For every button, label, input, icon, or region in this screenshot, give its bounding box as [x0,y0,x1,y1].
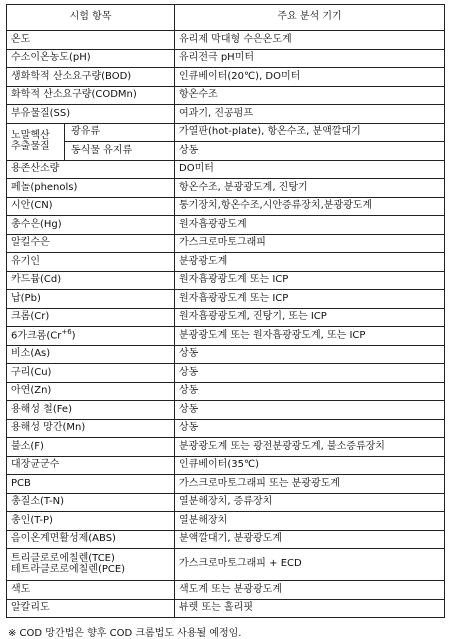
equipment-cell: 항온수조 [175,86,445,105]
equipment-cell: 원자흡광광도계 또는 ICP [175,290,445,309]
table-row [7,290,445,309]
test-item-cell: 총인(T-P) [7,512,175,531]
equipment-cell: 유리전극 pH미터 [175,49,445,68]
item-text: ) [71,330,76,342]
table-body [7,31,445,618]
test-item-cell: 불소(F) [7,438,175,457]
equipment-cell: 분액깔대기, 분광광도계 [175,530,445,549]
equipment-cell: 가스크로마토그래피 또는 분광광도계 [175,475,445,494]
test-item-cell: 용해성 철(Fe) [7,401,175,420]
test-item-cell: 대장균군수 [7,456,175,475]
equipment-cell: 뷰렛 또는 홀리핏 [175,599,445,618]
test-item-cell: 유기인 [7,253,175,272]
equipment-cell: 상동 [175,419,445,438]
test-item-cell: 생화학적 산소요구량(BOD) [7,68,175,87]
table-row [7,456,445,475]
table-row [7,197,445,216]
test-item-cell: 용해성 망간(Mn) [7,419,175,438]
header-test-item: 시험 항목 [7,5,175,31]
table-header-row [7,5,445,31]
equipment-cell: DO미터 [175,160,445,179]
table-row [7,549,445,581]
equipment-cell: 분광광도계 또는 원자흡광광도계, 또는 ICP [175,327,445,346]
equipment-cell: 상동 [175,382,445,401]
equipment-cell: 항온수조, 분광광도계, 진탕기 [175,179,445,198]
table-row [7,216,445,235]
table-row [7,179,445,198]
test-item-cell: 총수은(Hg) [7,216,175,235]
equipment-cell: 상동 [175,345,445,364]
table-row [7,419,445,438]
table-row [7,493,445,512]
equipment-cell: 가스크로마토그래피 [175,234,445,253]
table-row [7,345,445,364]
equipment-cell: 열분해장치, 증류장치 [175,493,445,512]
test-item-cell: 카드뮴(Cd) [7,271,175,290]
test-item-cell: 음이온계면활성제(ABS) [7,530,175,549]
equipment-cell: 인큐베이터(35℃) [175,456,445,475]
test-item-cell: 페놀(phenols) [7,179,175,198]
test-item-cell: 납(Pb) [7,290,175,309]
sub-item-cell: 광유류 [65,123,175,142]
test-item-cell: 크롬(Cr) [7,308,175,327]
table-row [7,253,445,272]
table-row [7,475,445,494]
item-text: 6가크롬(Cr [11,330,62,342]
group-label-cell: 노말헥산 추출물질 [7,123,65,160]
table-row [7,530,445,549]
table-row [7,68,445,87]
test-item-cell: 총질소(T-N) [7,493,175,512]
equipment-cell: 유리제 막대형 수은온도계 [175,31,445,50]
header-equipment: 주요 분석 기기 [175,5,445,31]
equipment-cell: 분광광도계 [175,253,445,272]
equipment-cell: 원자흡광광도계, 진탕기, 또는 ICP [175,308,445,327]
equipment-cell: 분광광도계 또는 광전분광광도계, 불소증류장치 [175,438,445,457]
equipment-cell: 인큐베이터(20℃), DO미터 [175,68,445,87]
test-item-cell: 아연(Zn) [7,382,175,401]
equipment-table [6,4,445,618]
table-row [7,86,445,105]
equipment-cell: 상동 [175,142,445,161]
table-row [7,382,445,401]
table-row [7,49,445,68]
table-row [7,160,445,179]
test-item-cell: 화학적 산소요구량(CODMn) [7,86,175,105]
test-item-cell: 알킬수은 [7,234,175,253]
equipment-cell: 상동 [175,364,445,383]
test-item-cell: 색도 [7,581,175,600]
table-row [7,234,445,253]
analysis-equipment-sheet [6,4,444,639]
equipment-cell: 열분해장치 [175,512,445,531]
table-row [7,401,445,420]
test-item-cell: 용존산소량 [7,160,175,179]
test-item-cell: 구리(Cu) [7,364,175,383]
table-row [7,599,445,618]
test-item-cell: 비소(As) [7,345,175,364]
equipment-cell: 상동 [175,401,445,420]
table-row [7,438,445,457]
table-row [7,123,445,142]
equipment-cell: 통기장치,항온수조,시안증류장치,분광광도계 [175,197,445,216]
test-item-cell [7,327,175,346]
test-item-cell: 온도 [7,31,175,50]
equipment-cell: 여과기, 진공펌프 [175,105,445,124]
table-row [7,581,445,600]
footnote: ※ COD 망간법은 향후 COD 크롬법도 사용될 예정임. [8,628,242,639]
test-item-cell: PCB [7,475,175,494]
equipment-cell: 가스크로마토그래피 + ECD [175,549,445,581]
test-item-cell: 수소이온농도(pH) [7,49,175,68]
table-row [7,105,445,124]
sub-item-cell: 동식물 유지류 [65,142,175,161]
table-row [7,142,445,161]
table-row [7,512,445,531]
table-row [7,327,445,346]
item-superscript: +6 [61,328,72,337]
equipment-cell: 원자흡광광도계 또는 ICP [175,271,445,290]
table-row [7,31,445,50]
test-item-cell: 트리클로로에칠렌(TCE) 테트라클로로에칠렌(PCE) [7,549,175,581]
equipment-cell: 색도계 또는 분광광도계 [175,581,445,600]
table-row [7,364,445,383]
equipment-cell: 가열판(hot-plate), 항온수조, 분액깔대기 [175,123,445,142]
equipment-cell: 원자흡광광도계 [175,216,445,235]
test-item-cell: 알칼리도 [7,599,175,618]
table-row [7,271,445,290]
test-item-cell: 부유물질(SS) [7,105,175,124]
test-item-cell: 시안(CN) [7,197,175,216]
table-row [7,308,445,327]
